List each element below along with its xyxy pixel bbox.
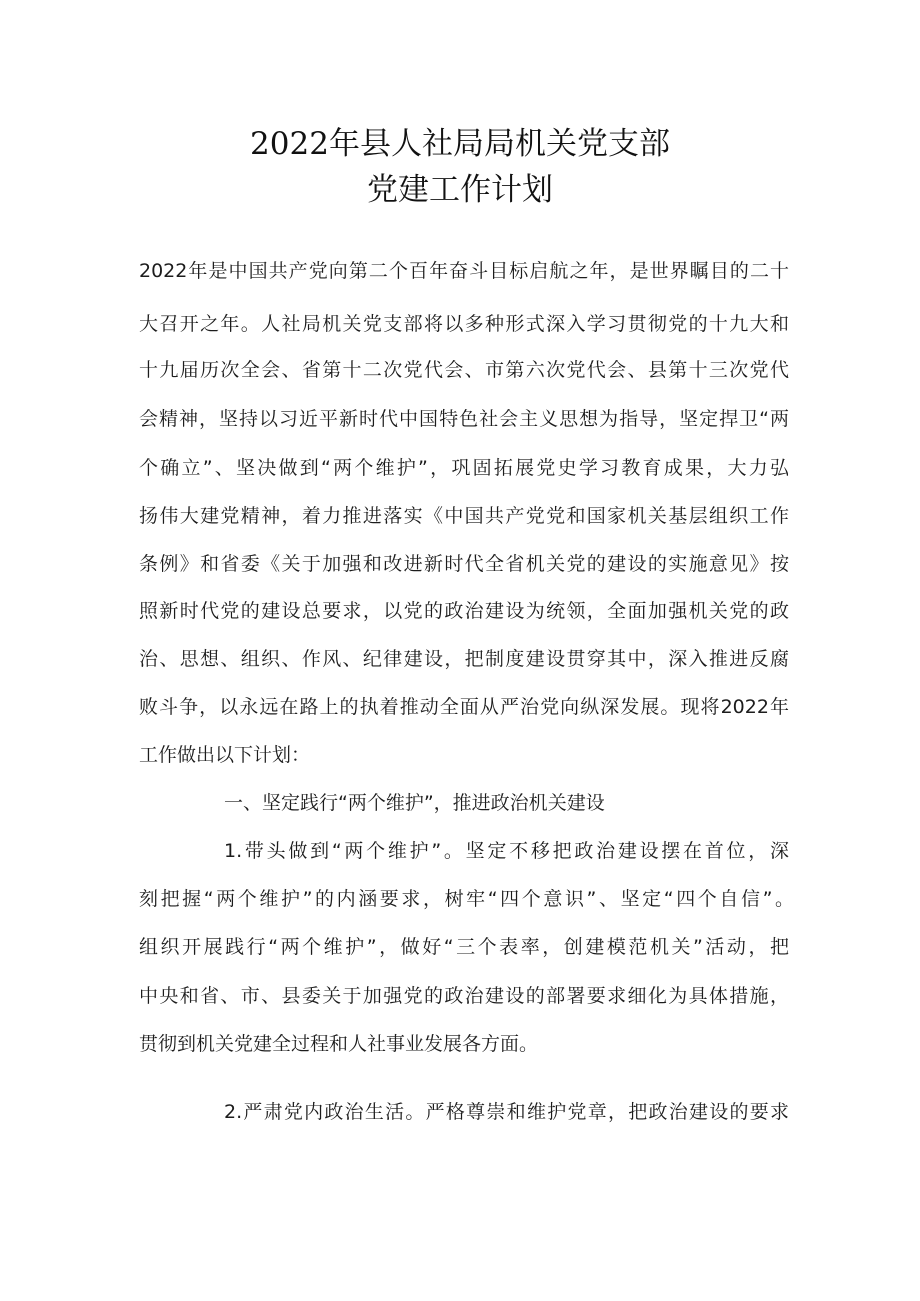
item-2-line: 2.严肃党内政治生活。严格尊崇和维护党章，把政治建设的要求 [224,1101,789,1123]
intro-line: 工作做出以下计划： [139,744,311,766]
item-1-line: 中央和省、市、县委关于加强党的政治建设的部署要求细化为具体措施， [139,985,789,1007]
document-title-line-2: 党建工作计划 [367,172,553,208]
item-1-line: 组织开展践行“两个维护”，做好“三个表率，创建模范机关”活动，把 [139,936,789,958]
section-heading: 一、坚定践行“两个维护”，推进政治机关建设 [224,792,605,814]
document-title-line-1: 2022年县人社局局机关党支部 [250,126,670,162]
intro-line: 大召开之年。人社局机关党支部将以多种形式深入学习贯彻党的十九大和 [139,313,789,335]
intro-line: 治、思想、组织、作风、纪律建设，把制度建设贯穿其中，深入推进反腐 [139,648,789,670]
item-1-line: 贯彻到机关党建全过程和人社事业发展各方面。 [139,1033,539,1055]
item-1-line: 1.带头做到“两个维护”。坚定不移把政治建设摆在首位，深 [224,840,789,862]
intro-line: 条例》和省委《关于加强和改进新时代全省机关党的建设的实施意见》按 [139,553,789,575]
intro-line: 扬伟大建党精神，着力推进落实《中国共产党党和国家机关基层组织工作 [139,505,789,527]
intro-line: 个确立”、坚决做到“两个维护”，巩固拓展党史学习教育成果，大力弘 [139,457,789,479]
intro-line: 照新时代党的建设总要求，以党的政治建设为统领，全面加强机关党的政 [139,600,789,622]
intro-line: 会精神，坚持以习近平新时代中国特色社会主义思想为指导，坚定捍卫“两 [139,408,789,430]
intro-line: 十九届历次全会、省第十二次党代会、市第六次党代会、县第十三次党代 [139,359,789,381]
intro-line: 2022年是中国共产党向第二个百年奋斗目标启航之年，是世界瞩目的二十 [139,260,789,282]
item-1-line: 刻把握“两个维护”的内涵要求，树牢“四个意识”、坚定“四个自信”。 [139,888,794,910]
intro-line: 败斗争，以永远在路上的执着推动全面从严治党向纵深发展。现将2022年 [139,696,789,718]
